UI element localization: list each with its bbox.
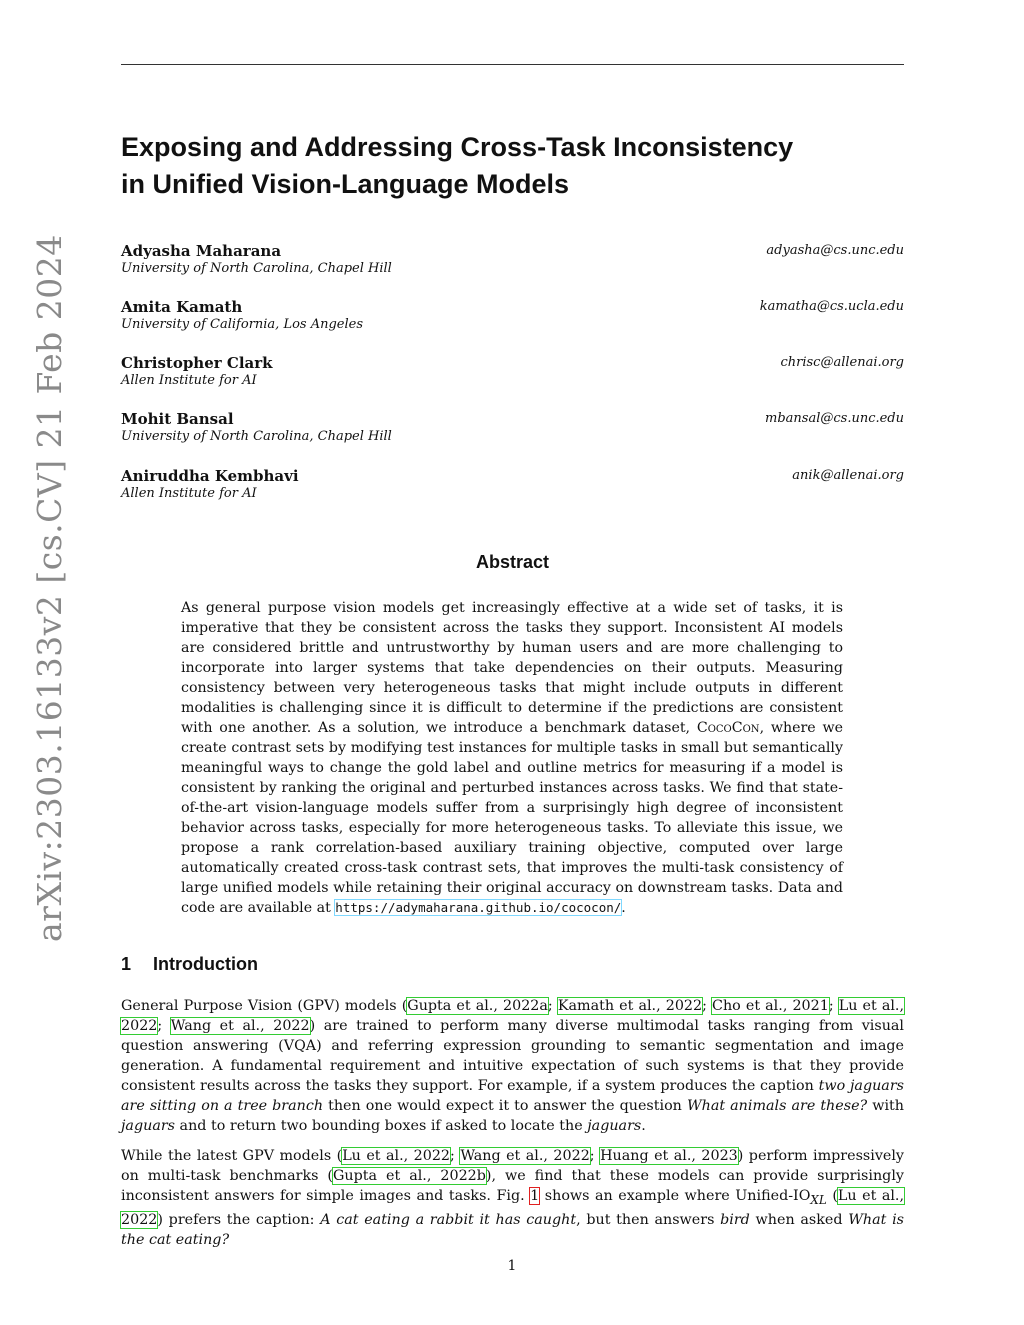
- citation-link[interactable]: Wang et al., 2022: [460, 1148, 590, 1164]
- citation-year: 2022: [665, 998, 703, 1014]
- emphasis: A cat eating a rabbit it has caught: [320, 1211, 577, 1228]
- section-number: 1: [121, 954, 132, 974]
- author-name: Mohit Bansal: [121, 410, 234, 428]
- text: shows an example where Unified-IO: [539, 1188, 811, 1204]
- citation-link[interactable]: Wang et al., 2022: [170, 1018, 310, 1034]
- citation-year: 2022: [121, 1211, 158, 1228]
- author-affiliation: University of California, Los Angeles: [121, 317, 364, 332]
- abstract-text: As general purpose vision models get increasingly effective at a wide set of tasks, it is imperative that they be consistent across the tasks they support. Inconsistent AI models are considered brittle and untrustworthy by human users and are more challenging to incorporate into larger systems that take dependencies on their outputs. Measuring consistency between very heterogeneous tasks that might include outputs in different modalities is challenging since it is difficult to determine if the predictions are consistent with one another. As a solution, we introduce a benchmark dataset,: [181, 600, 843, 736]
- emphasis: jaguars: [587, 1118, 642, 1134]
- citation-year: 2023: [701, 1148, 738, 1164]
- author-email: adyasha@cs.unc.edu: [766, 243, 904, 258]
- text: .: [641, 1118, 646, 1134]
- text: then one would expect it to answer the question: [323, 1098, 687, 1114]
- subscript: XL: [810, 1192, 827, 1207]
- author-block: [121, 354, 904, 394]
- citation-year: 2022: [121, 1018, 158, 1034]
- citation-author: Huang et al.: [600, 1148, 692, 1164]
- section-title: Introduction: [153, 954, 258, 974]
- citation-link[interactable]: Kamath et al., 2022: [557, 998, 703, 1014]
- citation-link[interactable]: Lu et al., 2022: [121, 998, 905, 1034]
- text: While the latest GPV models (: [121, 1148, 343, 1164]
- text: ) perform impressively on multi-task benchmarks (: [121, 1148, 905, 1184]
- author-affiliation: University of North Carolina, Chapel Hill: [121, 261, 392, 276]
- paragraph: While the latest GPV models (Lu et al., 2022; Wang et al., 2022; Huang et al., 2023) perform impressively on multi-task benchmarks (Gupta et al., 2022b), we find that these models can provide surprisingly inconsistent answers for simple images and tasks. Fig. 1 shows an example where Unified-$IO_{XL}$ (Lu et al., 2022) prefers the caption: A cat eating a rabbit it has caught, but then answers bird when asked What is the cat eating?: [121, 1148, 905, 1248]
- section-heading: [121, 954, 904, 975]
- dataset-name: CocoCon: [696, 720, 760, 736]
- citation-year: 2022: [413, 1148, 451, 1164]
- citation-author: Wang et al.: [460, 1148, 544, 1164]
- author-email: kamatha@cs.ucla.edu: [759, 299, 904, 314]
- author-email: mbansal@cs.unc.edu: [765, 411, 904, 426]
- emphasis: What animals are these?: [686, 1098, 868, 1114]
- author-block: [121, 467, 904, 507]
- author-block: [121, 242, 904, 282]
- abstract-heading: Abstract: [475, 552, 550, 572]
- emphasis: jaguars: [121, 1118, 176, 1134]
- citation-link[interactable]: Gupta et al., 2022b: [333, 1168, 486, 1184]
- citation-year: 2022: [273, 1018, 310, 1034]
- introduction-body: [121, 996, 904, 1260]
- author-block: [121, 410, 904, 450]
- text: when asked: [749, 1211, 849, 1228]
- citation-author: Gupta et al.: [407, 998, 494, 1014]
- citation-author: Cho et al.: [712, 998, 783, 1014]
- citation-author: Kamath et al.: [557, 998, 657, 1014]
- author-affiliation: Allen Institute for AI: [121, 486, 257, 501]
- author-affiliation: Allen Institute for AI: [121, 373, 257, 388]
- text: ) prefers the caption:: [157, 1211, 321, 1228]
- text: ), we find that these models can provide surprisingly inconsistent answers for simple images and tasks. Fig.: [121, 1168, 904, 1204]
- citation-author: Lu et al.: [838, 998, 900, 1014]
- emphasis: two jaguars are sitting on a tree branch: [121, 1078, 904, 1114]
- citation-year: 2022b: [440, 1168, 486, 1184]
- author-email: anik@allenai.org: [792, 468, 904, 483]
- author-block: [121, 298, 904, 338]
- text: , but then answers: [576, 1211, 721, 1228]
- paper-title: [121, 129, 904, 203]
- paragraph: General Purpose Vision (GPV) models (Gupta et al., 2022a; Kamath et al., 2022; Cho et al., 2021; Lu et al., 2022; Wang et al., 2022) are trained to perform many diverse multimodal tasks ranging from visual question answering (VQA) and referring expression grounding to semantic segmentation and image generation. A fundamental requirement and intuitive expectation of such systems is that they provide consistent results across the tasks they support. For example, if a system produces the caption two jaguars are sitting on a tree branch then one would expect it to answer the question What animals are these? with jaguars and to return two bounding boxes if asked to locate the jaguars.: [121, 998, 905, 1134]
- citation-link[interactable]: Huang et al., 2023: [600, 1148, 738, 1164]
- citation-link[interactable]: Gupta et al., 2022a: [407, 998, 548, 1014]
- citation-link[interactable]: Cho et al., 2021: [712, 998, 829, 1014]
- emphasis: What is the cat eating?: [121, 1211, 904, 1248]
- author-name: Adyasha Maharana: [121, 242, 282, 260]
- citation-year: 2021: [792, 998, 829, 1014]
- text: with: [867, 1098, 904, 1114]
- project-url-link[interactable]: https://adymaharana.github.io/cococon/: [335, 900, 622, 915]
- abstract-text: , where we create contrast sets by modifying test instances for multiple tasks in small but semantically meaningful ways to change the gold label and outline metrics for measuring if a model is consistent by ranking the original and perturbed instances across tasks. We find that state-of-the-art vision-language models suffer from a surprisingly high degree of inconsistent behavior across tasks, especially for more heterogeneous tasks. To alleviate this issue, we propose a rank correlation-based auxiliary training objective, computed over large automatically created cross-task contrast sets, that improves the multi-task consistency of large unified models while retaining their original accuracy on downstream tasks. Data and code are available at: [181, 720, 843, 916]
- top-rule: [121, 64, 904, 65]
- text: and to return two bounding boxes if asked to locate the: [175, 1118, 588, 1134]
- title-line-2: in Unified Vision-Language Models: [121, 169, 570, 199]
- abstract-body: [181, 598, 843, 918]
- title-line-1: Exposing and Addressing Cross-Task Inconsistency: [121, 132, 794, 162]
- citation-author: Lu et al.: [837, 1188, 900, 1204]
- text: General Purpose Vision (GPV) models (: [121, 998, 408, 1014]
- citation-author: Wang et al.: [170, 1018, 261, 1034]
- citation-year: 2022: [553, 1148, 590, 1164]
- citation-author: Lu et al.: [342, 1148, 404, 1164]
- text: (: [826, 1188, 838, 1204]
- author-name: Aniruddha Kembhavi: [121, 467, 299, 485]
- citation-author: Gupta et al.: [333, 1168, 427, 1184]
- figure-reference-link[interactable]: 1: [530, 1188, 540, 1204]
- emphasis: bird: [720, 1211, 750, 1228]
- arxiv-identifier: arXiv:2303.16133v2 [cs.CV] 21 Feb 2024: [30, 234, 69, 942]
- author-email: chrisc@allenai.org: [780, 355, 904, 370]
- text: ) are trained to perform many diverse multimodal tasks ranging from visual question answering (VQA) and referring expression grounding to semantic segmentation and image generation. A fundamental requirement and intuitive expectation of such systems is that they provide consistent results across the tasks they support. For example, if a system produces the caption: [121, 1018, 905, 1094]
- citation-link[interactable]: Lu et al., 2022: [342, 1148, 451, 1164]
- page-number: 1: [507, 1258, 517, 1274]
- author-name: Christopher Clark: [121, 354, 273, 372]
- author-affiliation: University of North Carolina, Chapel Hill: [121, 429, 392, 444]
- citation-link[interactable]: Lu et al., 2022: [121, 1188, 905, 1228]
- abstract-end: .: [621, 900, 626, 916]
- author-name: Amita Kamath: [121, 298, 243, 316]
- citation-year: 2022a: [503, 998, 548, 1014]
